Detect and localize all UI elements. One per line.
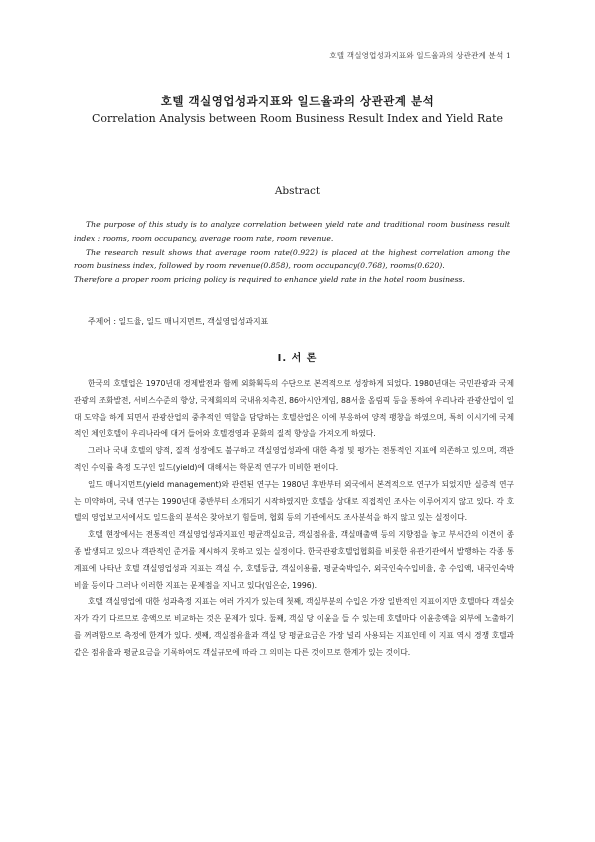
- body-text: [74, 376, 514, 662]
- abstract-heading: Abstract: [274, 185, 321, 197]
- keywords: 주제어 : 일드율, 일드 매니지먼트, 객실영업성과지표: [88, 317, 269, 326]
- body-paragraph: 그러나 국내 호텔의 양적, 질적 성장에도 불구하고 객실영업성과에 대한 측정 및 평가는 전통적인 지표에 의존하고 있으며, 객관적인 수익률 측정 도구인 일드(yield)에 대해서는 학문적 연구가 미비한 편이다.: [74, 446, 514, 472]
- body-paragraph: 한국의 호텔업은 1970년대 경제발전과 함께 외화획득의 수단으로 본격적으로 성장하게 되었다. 1980년대는 국민관광과 국제관광의 조화발전, 서비스수준의 향상, 국제회의의 국내유치촉진, 86아시안게임, 88서울 올림픽 등을 통하여 우리나라 관광산업이 일대 도약을 하게 되면서 관광산업의 중추적인 역할을 담당하는 호텔산업은 이에 부응하여 양적 팽창을 하였으며, 특히 이시기에 국제적인 체인호텔이 우리나라에 대거 들어와 호텔경영과 문화의 질적 향상을 가져오게 하였다.: [74, 379, 514, 439]
- section-heading: Ⅰ. 서 론: [277, 353, 318, 364]
- abstract-body: [74, 218, 510, 287]
- paper-title-korean: 호텔 객실영업성과지표와 일드율과의 상관관계 분석: [160, 94, 435, 108]
- abstract-paragraph: The purpose of this study is to analyze correlation between yield rate and traditional room business result index : rooms, room occupancy, average room rate, room revenue.: [74, 220, 510, 243]
- body-paragraph: 호텔 객실영업에 대한 성과측정 지표는 여러 가지가 있는데 첫째, 객실부분의 수입은 가장 일반적인 지표이지만 호텔마다 객실숫자가 각기 다르므로 총액으로 비교하는 것은 문제가 있다. 둘째, 객실 당 이윤을 들 수 있는데 호텔마다 이윤총액을 외부에 노출하기를 꺼려함으로 측정에 한계가 있다. 셋째, 객실점유율과 객실 당 평균요금은 가장 널리 사용되는 지표인데 이 지표 역시 경쟁 호텔과 같은 점유율과 평균요금을 기록하여도 객실규모에 따라 그 의미는 다른 것이므로 한계가 있는 것이다.: [74, 597, 514, 657]
- abstract-paragraph: The research result shows that average room rate(0.922) is placed at the highest correlation among the room business index, followed by room revenue(0.858), room occupancy(0.768), rooms(0.620).: [74, 247, 510, 271]
- paper-title-english: Correlation Analysis between Room Business Result Index and Yield Rate: [91, 112, 504, 125]
- running-header: 호텔 객실영업성과지표와 일드율과의 상관관계 분석 1: [329, 51, 511, 60]
- abstract-paragraph: Therefore a proper room pricing policy is required to enhance yield rate in the hotel room business.: [74, 275, 465, 285]
- body-paragraph: 호텔 현장에서는 전통적인 객실영업성과지표인 평균객실요금, 객실점유율, 객실매출액 등의 지향점을 놓고 부서간의 이견이 종종 발생되고 있으나 객관적인 준거를 제시하지 못하고 있는 실정이다. 한국관광호텔업협회를 비롯한 유관기관에서 발행하는 각종 통계표에 나타난 호텔 객실영업성과 지표는 객실 수, 호텔등급, 객실이용률, 평균숙박일수, 외국인숙수입비율, 총 수입액, 내국인숙박비율 등이다 그러나 이러한 지표는 문제점을 지니고 있다(임은순, 1996).: [74, 530, 514, 590]
- body-paragraph: 일드 매니지먼트(yield management)와 관련된 연구는 1980년 후반부터 외국에서 본격적으로 연구가 되었지만 실증적 연구는 미약하며, 국내 연구는 1990년대 중반부터 소개되기 시작하였지만 호텔을 상대로 직접적인 조사는 이루어지지 않고 있다. 각 호텔의 영업보고서에서도 일드율의 분석은 찾아보기 힘들며, 협회 등의 기관에서도 조사분석을 하지 않고 있는 실정이다.: [74, 479, 514, 523]
